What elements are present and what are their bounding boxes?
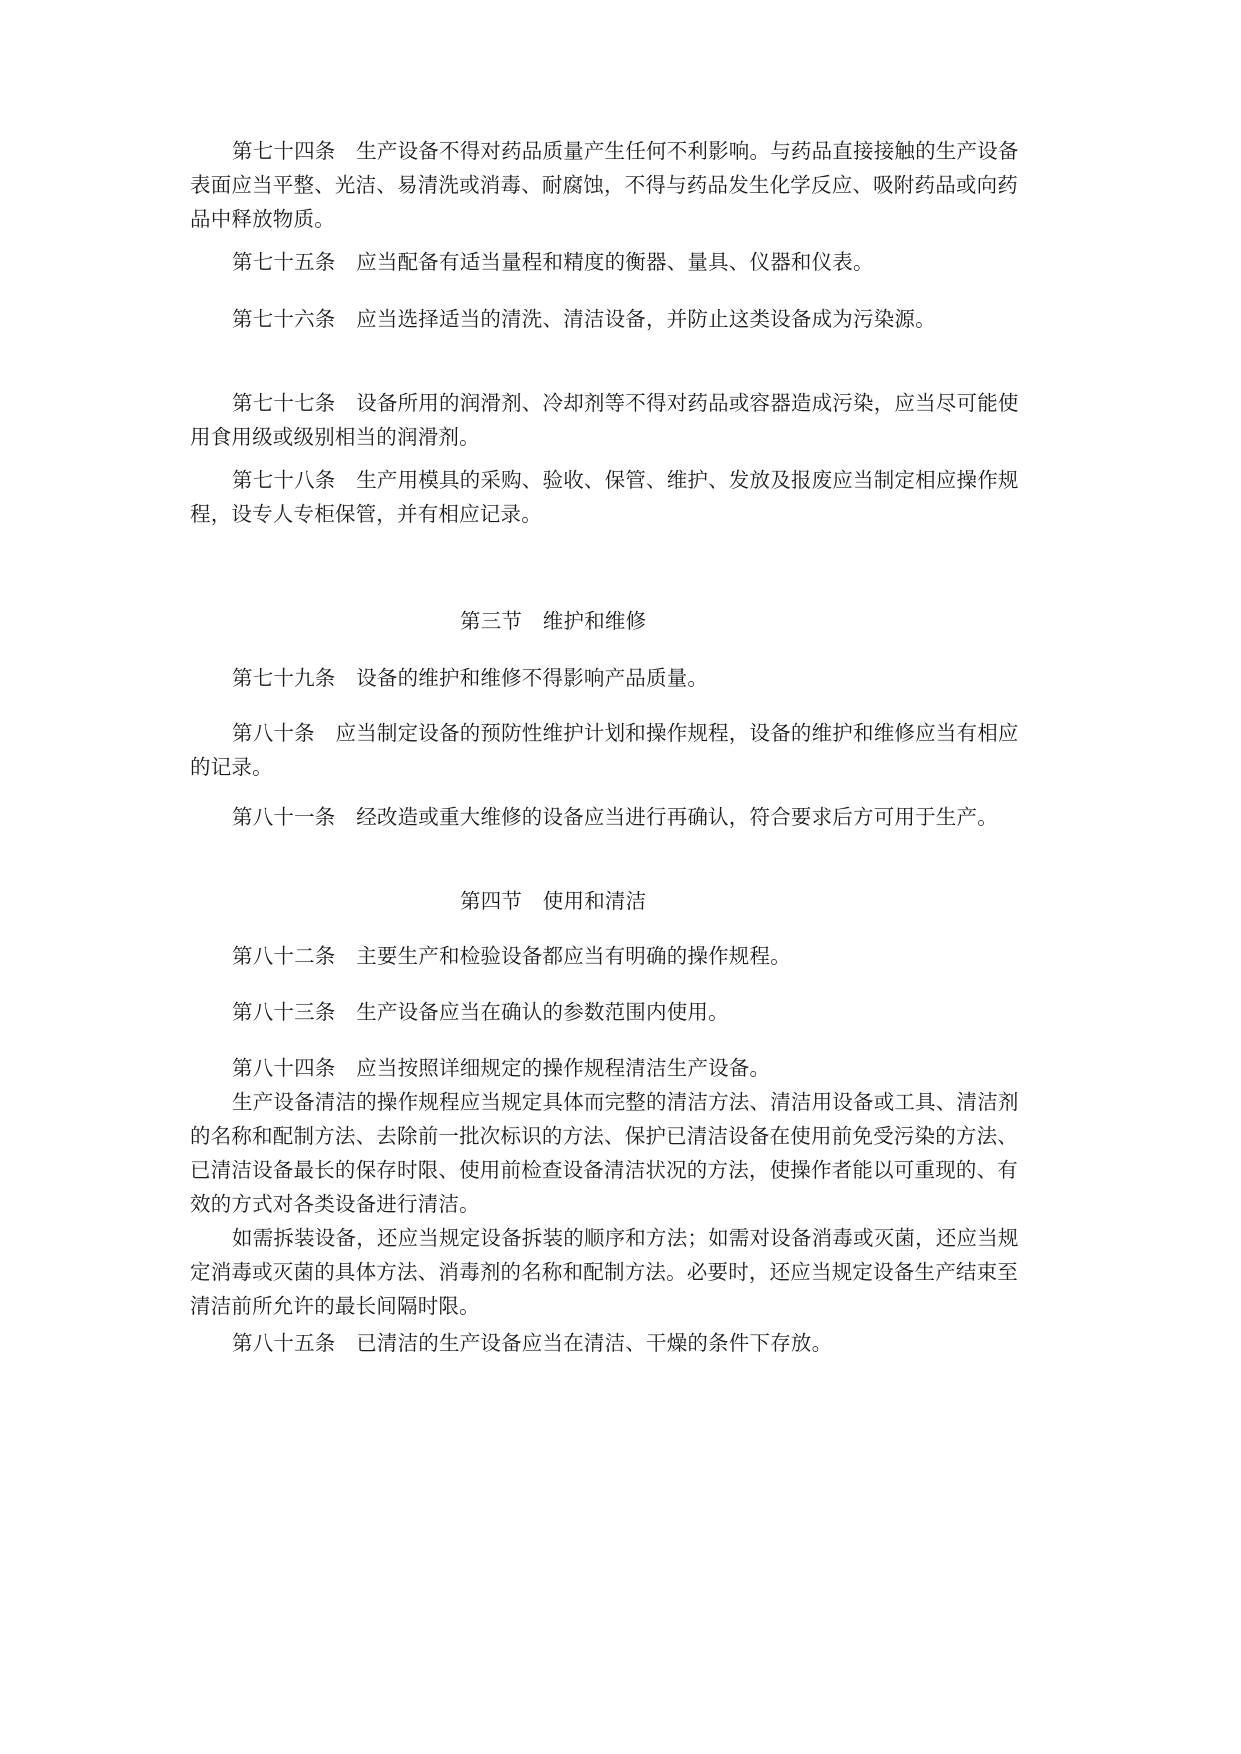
article-76-line-1: 第七十六条 应当选择适当的清洗、清洁设备，并防止这类设备成为污染源。 — [232, 307, 936, 331]
article-80-line-1: 第八十条 应当制定设备的预防性维护计划和操作规程，设备的维护和维修应当有相应 — [232, 721, 1019, 745]
article-84-line-5: 效的方式对各类设备进行清洁。 — [190, 1192, 480, 1216]
article-78-line-1: 第七十八条 生产用模具的采购、验收、保管、维护、发放及报废应当制定相应操作规 — [232, 468, 1019, 492]
article-77-line-1: 第七十七条 设备所用的润滑剂、冷却剂等不得对药品或容器造成污染，应当尽可能使 — [232, 391, 1019, 415]
article-79-line-1: 第七十九条 设备的维护和维修不得影响产品质量。 — [232, 666, 709, 690]
article-82-line-1: 第八十二条 主要生产和检验设备都应当有明确的操作规程。 — [232, 944, 791, 968]
section-4-heading: 第四节 使用和清洁 — [460, 889, 647, 913]
article-77 — [190, 386, 1060, 454]
article-84-line-1: 第八十四条 应当按照详细规定的操作规程清洁生产设备。 — [232, 1056, 771, 1080]
article-77-line-2: 用食用级或级别相当的润滑剂。 — [190, 425, 480, 449]
article-83-line-1: 第八十三条 生产设备应当在确认的参数范围内使用。 — [232, 1000, 729, 1024]
article-81-line-1: 第八十一条 经改造或重大维修的设备应当进行再确认，符合要求后方可用于生产。 — [232, 805, 998, 829]
article-85 — [190, 1326, 1060, 1360]
article-74 — [190, 134, 1060, 236]
article-75 — [190, 245, 1060, 279]
article-84-line-4: 已清洁设备最长的保存时限、使用前检查设备清洁状况的方法，使操作者能以可重现的、有 — [190, 1158, 1018, 1182]
article-84-line-8: 清洁前所允许的最长间隔时限。 — [190, 1294, 480, 1318]
article-84-line-6: 如需拆装设备，还应当规定设备拆装的顺序和方法；如需对设备消毒或灭菌，还应当规 — [232, 1226, 1019, 1250]
article-85-line-1: 第八十五条 已清洁的生产设备应当在清洁、干燥的条件下存放。 — [232, 1331, 833, 1355]
article-84-line-3: 的名称和配制方法、去除前一批次标识的方法、保护已清洁设备在使用前免受污染的方法、 — [190, 1124, 1018, 1148]
article-78 — [190, 463, 1060, 531]
article-74-line-3: 品中释放物质。 — [190, 207, 335, 231]
article-74-line-1: 第七十四条 生产设备不得对药品质量产生任何不利影响。与药品直接接触的生产设备 — [232, 139, 1019, 163]
article-80-line-2: 的记录。 — [190, 755, 273, 779]
article-79 — [190, 661, 1060, 695]
section-3-heading: 第三节 维护和维修 — [460, 609, 647, 633]
article-84 — [190, 1051, 1060, 1323]
article-84-line-2: 生产设备清洁的操作规程应当规定具体而完整的清洁方法、清洁用设备或工具、清洁剂 — [232, 1090, 1019, 1114]
article-81 — [190, 800, 1060, 834]
article-74-line-2: 表面应当平整、光洁、易清洗或消毒、耐腐蚀，不得与药品发生化学反应、吸附药品或向药 — [190, 173, 1018, 197]
article-78-line-2: 程，设专人专柜保管，并有相应记录。 — [190, 502, 542, 526]
article-80 — [190, 716, 1060, 784]
article-82 — [190, 939, 1060, 973]
article-75-line-1: 第七十五条 应当配备有适当量程和精度的衡器、量具、仪器和仪表。 — [232, 250, 874, 274]
article-84-line-7: 定消毒或灭菌的具体方法、消毒剂的名称和配制方法。必要时，还应当规定设备生产结束至 — [190, 1260, 1018, 1284]
article-83 — [190, 995, 1060, 1029]
article-76 — [190, 302, 1060, 336]
